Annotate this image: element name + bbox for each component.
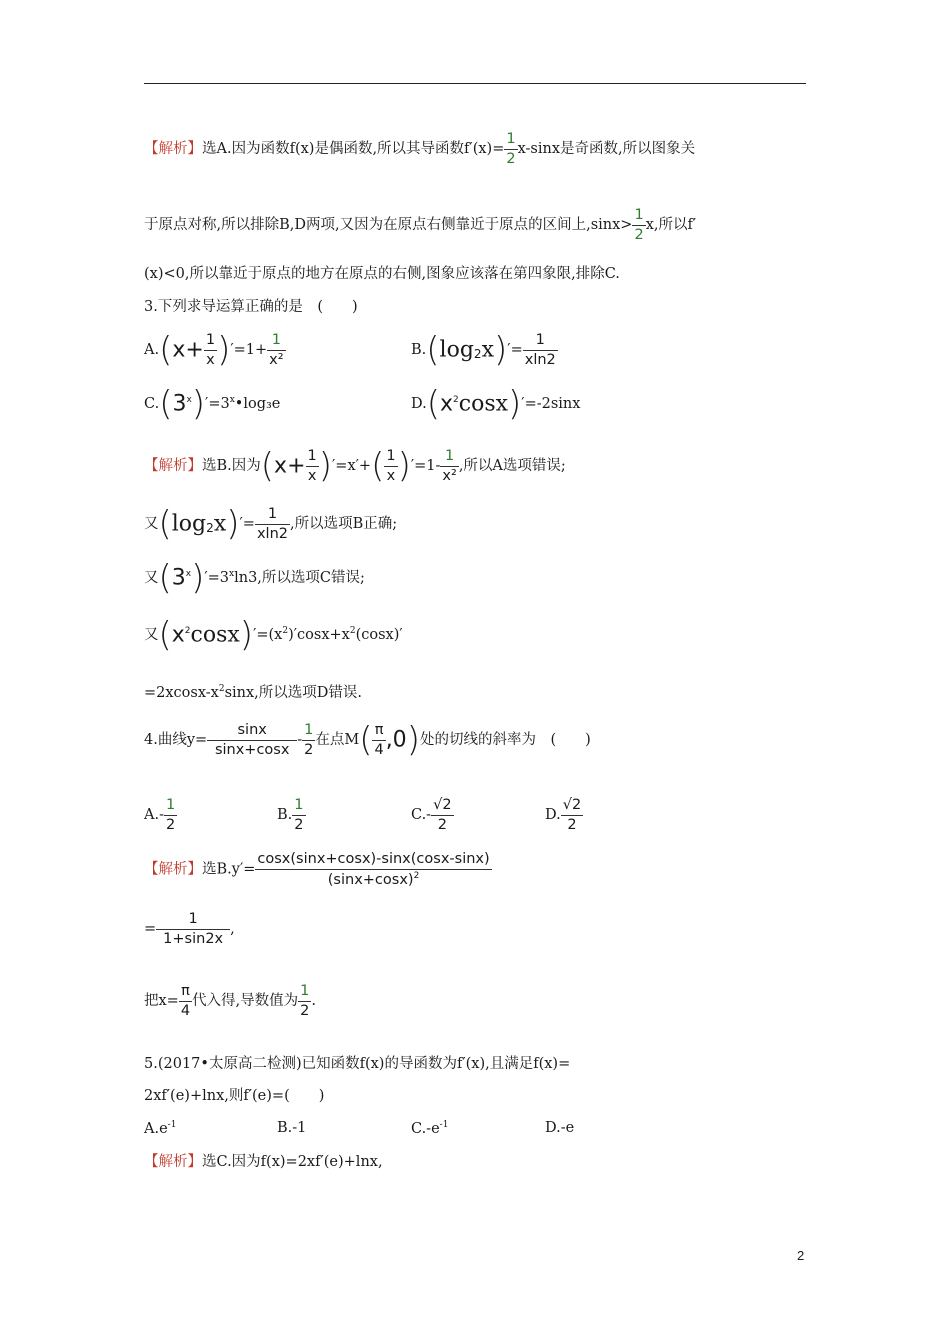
- header-rule: [144, 83, 806, 84]
- option-4a: A.- $\frac{1}{2}$: [144, 797, 176, 833]
- question-5-line-1: 5.(2017•太原高二检测)已知函数f(x)的导函数为f′(x),且满足f(x)=: [144, 1056, 571, 1072]
- analysis-line-3: (x)<0,所以靠近于原点的地方在原点的右侧,图象应该落在第四象限,排除C.: [144, 266, 620, 282]
- analysis-3-line-3: 又$(3^x)'=3^x\ln 3$,所以选项C错误;: [144, 558, 365, 598]
- question-3: 3.下列求导运算正确的是 ( ): [144, 299, 358, 315]
- option-3a: A.(x+ $\frac{1}{x}$ )′=1+ $\frac{1}{\text{x²}}$: [144, 330, 284, 370]
- page-number: 2: [797, 1248, 805, 1263]
- option-4c: C.- $\frac{√2}{2}$: [411, 797, 452, 833]
- analysis-4-line-3: 把x= $\frac{\pi}{4}$ 代入得,导数值为 $\frac{1}{2}$ .: [144, 983, 317, 1019]
- analysis-3-line-2: 又$(\log_2x)'=$ $\frac{1}{xln2}$ ,所以选项B正确;: [144, 504, 398, 544]
- analysis-3-line-5: $=2xcosx-x^2\sin x$,所以选项D错误.: [144, 684, 363, 701]
- option-5b: B.-1: [277, 1120, 307, 1136]
- option-4b: B. $\frac{1}{2}$: [277, 797, 304, 833]
- analysis-4-line-1: 【解析】选B.y′= $\frac{\cos x(\sin x+\cos x)-\sin x(\cos x-\sin x)}{(\sin x+\cos x)^2}$: [144, 851, 490, 888]
- analysis-3-line-1: 【解析】选B.因为(x+ $\frac{1}{x}$ )′=x′+( $\frac{1}{x}$ )′=1- $\frac{1}{\text{x²}}$ ,所以A选项错误;: [144, 446, 566, 486]
- option-5a: $A.e^{-1}$: [144, 1120, 177, 1137]
- analysis-3-line-4: 又$(x^2\cos x)'=(x^2)'\cos x+x^2(\cos x)'$: [144, 615, 403, 655]
- option-5c: $C.-e^{-1}$: [411, 1120, 449, 1137]
- analysis-line-2: 于原点对称,所以排除B,D两项,又因为在原点右侧靠近于原点的区间上,sinx> $\frac{1}{2}$ x,所以f′: [144, 207, 697, 243]
- option-3c: $C.(3^x)'=3^x•\log_3e$: [144, 384, 281, 424]
- option-4d: D. $\frac{√2}{2}$: [545, 797, 582, 833]
- question-5-line-2: 2xf′(e)+lnx,则f′(e)=( ): [144, 1088, 325, 1104]
- analysis-5-line-1: 【解析】选C.因为f(x)=2xf′(e)+lnx,: [144, 1154, 383, 1170]
- analysis-4-line-2: = $\frac{1}{1+\sin 2x}$ ,: [144, 911, 235, 947]
- analysis-tag: 【解析】: [144, 141, 202, 157]
- analysis-line-1: 【解析】选A.因为函数f(x)是偶函数,所以其导函数f′(x)= $\frac{1}{2}$ x-sinx是奇函数,所以图象关: [144, 131, 696, 167]
- option-5d: D.-e: [545, 1120, 575, 1136]
- option-3d: $D.(x^2\cos x)'=-2\sin x$: [411, 384, 581, 424]
- fraction-one-half: $\frac{1}{2}$: [634, 207, 644, 243]
- question-4: 4.曲线y= $\frac{\sin x}{\sin x+\cos x}$ - $\frac{1}{2}$ 在点M( $\frac{\pi}{4}$ ,0)处的切线的斜率为 ( ): [144, 720, 591, 760]
- option-3b: $B.(\log_2x)'=$ $\frac{1}{xln2}$: [411, 330, 556, 370]
- fraction-one-half: $\frac{1}{2}$: [506, 131, 516, 167]
